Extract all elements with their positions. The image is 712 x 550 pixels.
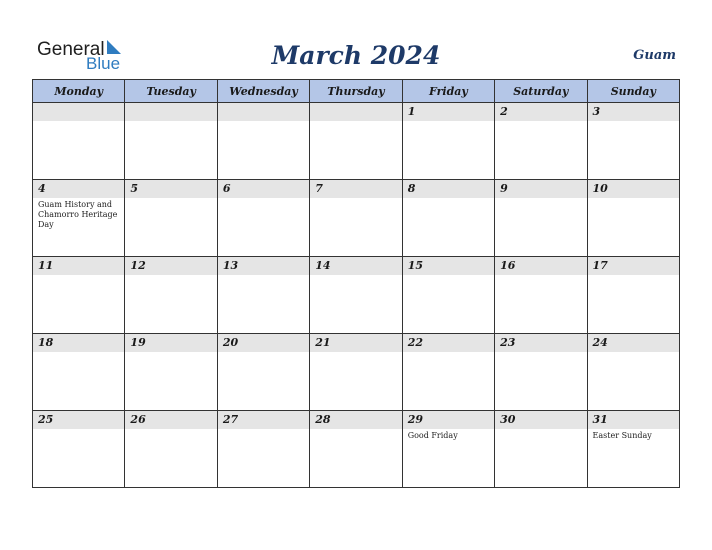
day-cell: [33, 103, 125, 180]
weekday-header: Sunday: [587, 80, 679, 103]
day-number: [33, 103, 124, 121]
day-cell: [33, 411, 125, 488]
day-cell: [495, 334, 587, 411]
event-text: [588, 352, 679, 354]
day-cell: [587, 180, 679, 257]
day-number: 9: [495, 180, 586, 198]
day-cell: [402, 257, 494, 334]
event-text: [218, 198, 309, 200]
day-number: 25: [33, 411, 124, 429]
weekday-header: Thursday: [310, 80, 402, 103]
page-title: March 2024: [271, 41, 441, 70]
day-number: 3: [588, 103, 679, 121]
day-number: 31: [588, 411, 679, 429]
event-text: [310, 198, 401, 200]
day-number: 26: [125, 411, 216, 429]
event-text: [588, 275, 679, 277]
day-cell: [217, 103, 309, 180]
day-cell: [310, 334, 402, 411]
event-text: [33, 429, 124, 431]
day-cell: [402, 103, 494, 180]
event-text: Good Friday: [407, 431, 458, 440]
day-number: 6: [218, 180, 309, 198]
day-number: [218, 103, 309, 121]
day-cell: [310, 180, 402, 257]
event-text: [218, 275, 309, 277]
day-cell: [402, 411, 494, 488]
day-cell: [125, 257, 217, 334]
day-number: 27: [218, 411, 309, 429]
day-number: 29: [403, 411, 494, 429]
event-text: [33, 121, 124, 123]
country-label: Guam: [633, 48, 676, 63]
day-cell: [495, 257, 587, 334]
event-text: [495, 275, 586, 277]
event-text: [310, 429, 401, 431]
day-number: [310, 103, 401, 121]
day-number: 28: [310, 411, 401, 429]
day-cell: [495, 180, 587, 257]
day-number: 17: [588, 257, 679, 275]
day-number: 15: [403, 257, 494, 275]
day-number: 12: [125, 257, 216, 275]
day-number: 23: [495, 334, 586, 352]
event-text: [310, 352, 401, 354]
day-cell: [125, 180, 217, 257]
event-text: [125, 429, 216, 431]
day-cell: [33, 334, 125, 411]
day-number: 19: [125, 334, 216, 352]
day-cell: [33, 257, 125, 334]
day-cell: [587, 334, 679, 411]
day-number: 11: [33, 257, 124, 275]
day-number: 22: [403, 334, 494, 352]
day-cell: [310, 103, 402, 180]
day-number: 13: [218, 257, 309, 275]
logo-text-blue: Blue: [86, 54, 121, 73]
week-row: [33, 257, 680, 334]
weekday-header: Saturday: [495, 80, 587, 103]
event-text: [403, 121, 494, 123]
day-number: 4: [33, 180, 124, 198]
day-cell: [125, 411, 217, 488]
weekday-header: Tuesday: [125, 80, 217, 103]
day-cell: [310, 411, 402, 488]
event-text: [403, 198, 494, 200]
event-text: Easter Sunday: [592, 431, 652, 440]
event-text: [495, 121, 586, 123]
day-cell: [125, 103, 217, 180]
weekday-header: Wednesday: [217, 80, 309, 103]
day-number: 20: [218, 334, 309, 352]
day-cell: [125, 334, 217, 411]
day-number: 18: [33, 334, 124, 352]
day-cell: [495, 103, 587, 180]
day-number: 1: [403, 103, 494, 121]
calendar-grid: [32, 79, 680, 488]
event-text: [310, 121, 401, 123]
event-text: [495, 352, 586, 354]
day-cell: [495, 411, 587, 488]
event-text: [588, 198, 679, 200]
week-row: [33, 103, 680, 180]
day-number: 5: [125, 180, 216, 198]
event-text: [495, 198, 586, 200]
day-cell: [587, 103, 679, 180]
day-number: 7: [310, 180, 401, 198]
event-text: [33, 352, 124, 354]
week-row: [33, 334, 680, 411]
event-text: [218, 121, 309, 123]
event-text: [125, 121, 216, 123]
day-number: [125, 103, 216, 121]
event-text: Guam History and Chamorro Heritage Day: [38, 200, 118, 229]
day-number: 14: [310, 257, 401, 275]
day-cell: [217, 411, 309, 488]
day-cell: [402, 180, 494, 257]
day-cell: [310, 257, 402, 334]
day-cell: [217, 257, 309, 334]
event-text: [218, 429, 309, 431]
event-text: [33, 275, 124, 277]
weekday-header-row: [33, 80, 680, 103]
event-text: [588, 121, 679, 123]
logo-text-general: General: [37, 39, 105, 60]
event-text: [403, 275, 494, 277]
day-number: 21: [310, 334, 401, 352]
day-number: 24: [588, 334, 679, 352]
event-text: [125, 352, 216, 354]
event-text: [218, 352, 309, 354]
day-cell: [587, 257, 679, 334]
event-text: [310, 275, 401, 277]
event-text: [125, 198, 216, 200]
day-cell: [587, 411, 679, 488]
day-number: 10: [588, 180, 679, 198]
event-text: [125, 275, 216, 277]
day-number: 2: [495, 103, 586, 121]
week-row: [33, 411, 680, 488]
event-text: [403, 352, 494, 354]
weekday-header: Friday: [402, 80, 494, 103]
week-row: [33, 180, 680, 257]
day-cell: [217, 180, 309, 257]
day-number: 16: [495, 257, 586, 275]
day-cell: [217, 334, 309, 411]
day-number: 30: [495, 411, 586, 429]
event-text: [495, 429, 586, 431]
day-number: 8: [403, 180, 494, 198]
day-cell: [33, 180, 125, 257]
day-cell: [402, 334, 494, 411]
weekday-header: Monday: [33, 80, 125, 103]
